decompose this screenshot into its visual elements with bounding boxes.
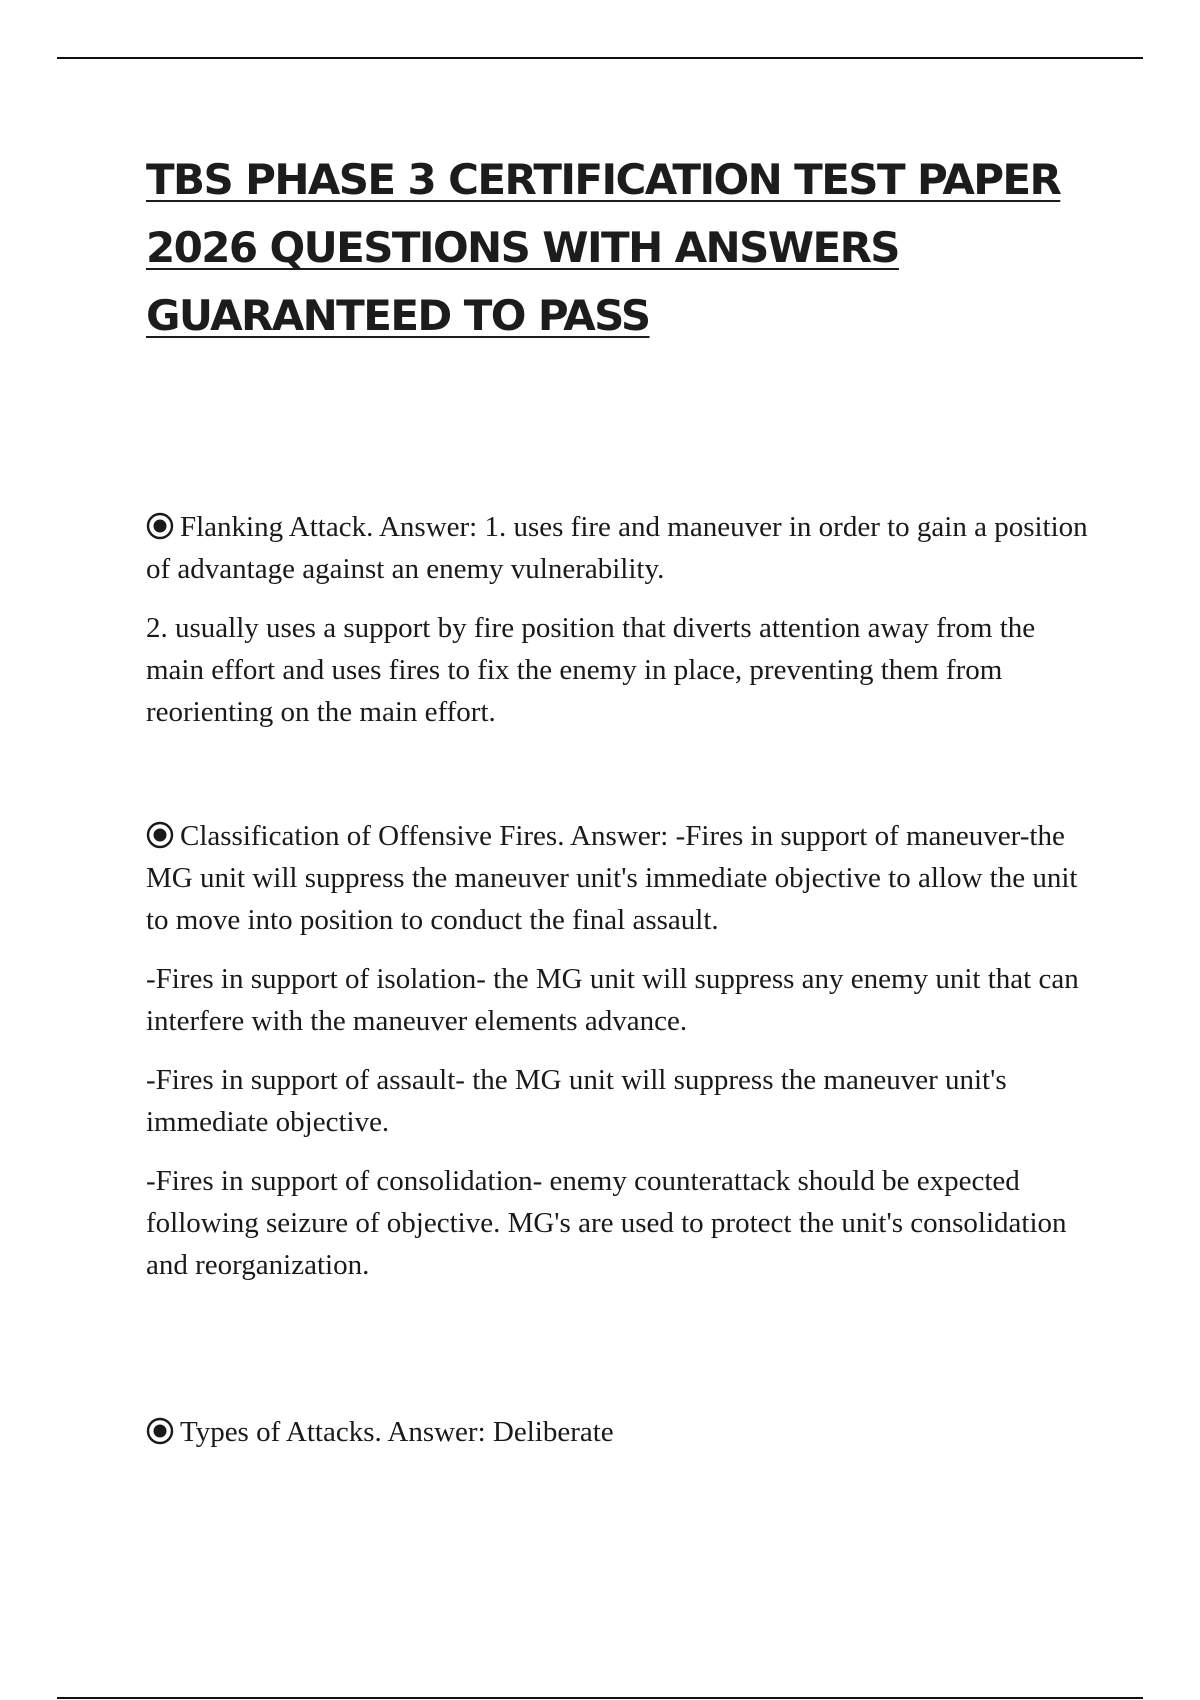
question-label: Types of Attacks. Answer: Deliberate <box>180 1416 614 1448</box>
question-block-flanking-attack <box>146 506 1096 750</box>
radio-bullet-icon <box>146 821 174 849</box>
answer-paragraph: -Fires in support of isolation- the MG unit will suppress any enemy unit that can interfere with the maneuver elements advance. <box>146 963 1079 1037</box>
radio-bullet-icon <box>146 1417 174 1445</box>
top-rule <box>57 57 1143 59</box>
question-text <box>146 1411 1096 1453</box>
bottom-rule <box>57 1697 1143 1699</box>
question-label: Classification of Offensive Fires. Answer: -Fires in support of maneuver-the MG unit will suppress the maneuver unit's immediate objective to allow the unit to move into position to conduct the final assault. <box>146 820 1078 936</box>
question-label: Flanking Attack. Answer: 1. uses fire and maneuver in order to gain a position of advantage against an enemy vulnerability. <box>146 511 1088 585</box>
answer-paragraph: 2. usually uses a support by fire position that diverts attention away from the main effort and uses fires to fix the enemy in place, preventing them from reorienting on the main effort. <box>146 612 1036 728</box>
answer-paragraph: -Fires in support of assault- the MG unit will suppress the maneuver unit's immediate objective. <box>146 1064 1007 1138</box>
answer-paragraph: -Fires in support of consolidation- enemy counterattack should be expected following seizure of objective. MG's are used to protect the unit's consolidation and reorganization. <box>146 1165 1067 1281</box>
question-block-types-of-attacks <box>146 1411 1096 1470</box>
radio-bullet-icon <box>146 512 174 540</box>
question-block-offensive-fires <box>146 815 1096 1303</box>
page-title: TBS PHASE 3 CERTIFICATION TEST PAPER 2026 QUESTIONS WITH ANSWERS GUARANTEED TO PASS <box>146 155 1061 340</box>
question-text <box>146 506 1096 590</box>
question-text <box>146 815 1096 941</box>
